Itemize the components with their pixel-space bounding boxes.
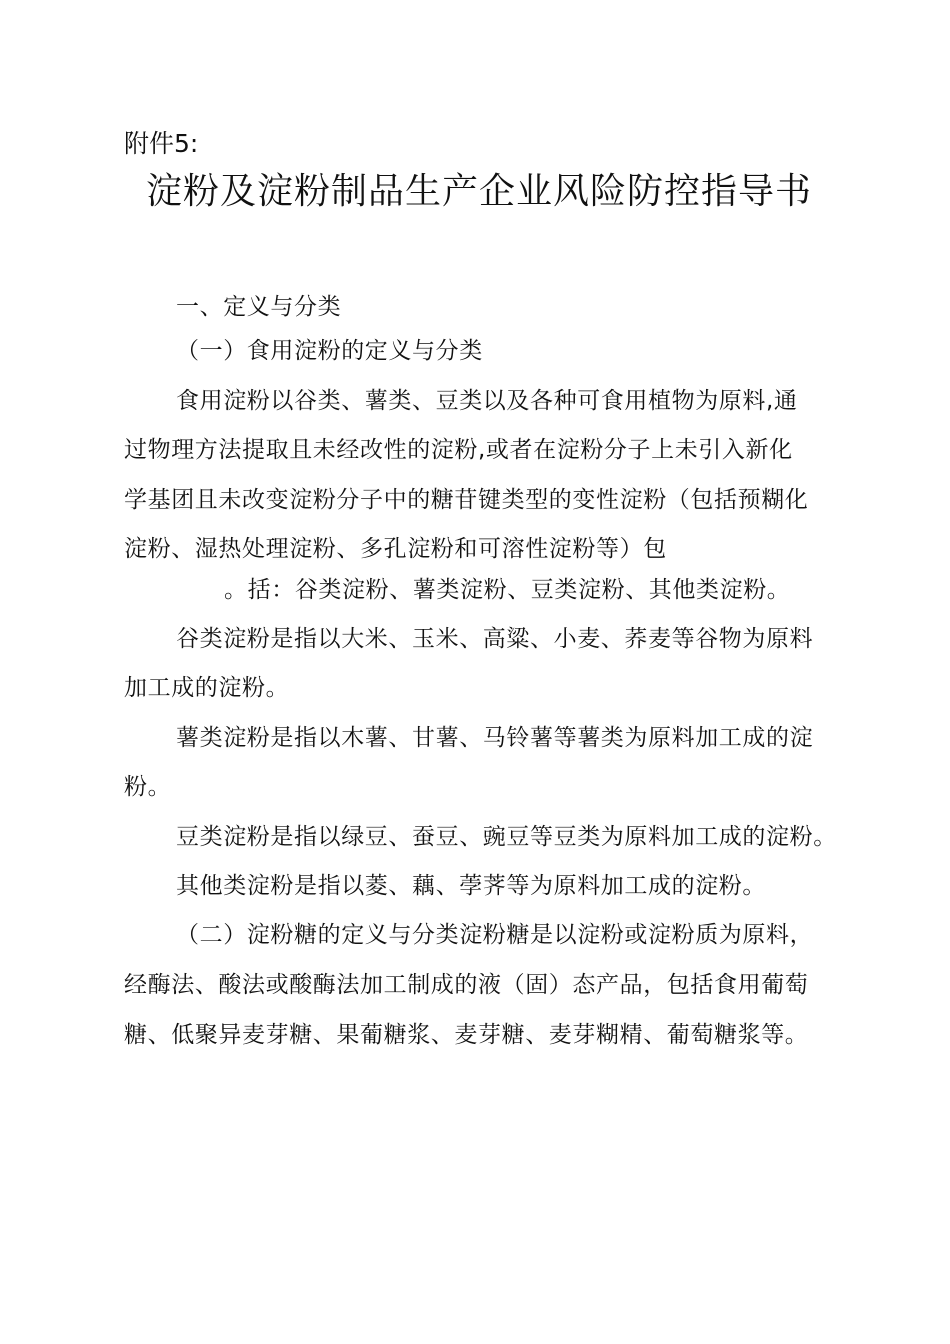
attachment-label: 附件5: bbox=[124, 129, 199, 158]
paragraph-line: （二）淀粉糖的定义与分类淀粉糖是以淀粉或淀粉质为原料， bbox=[176, 922, 814, 948]
paragraph-line: 。括：谷类淀粉、薯类淀粉、豆类淀粉、其他类淀粉。 bbox=[224, 577, 791, 603]
section-heading: 一、定义与分类 bbox=[176, 294, 342, 320]
paragraph-line: 薯类淀粉是指以木薯、甘薯、马铃薯等薯类为原料加工成的淀 bbox=[176, 725, 814, 751]
paragraph-line: 加工成的淀粉。 bbox=[124, 675, 290, 701]
paragraph-line: 食用淀粉以谷类、薯类、豆类以及各种可食用植物为原料,通 bbox=[176, 388, 798, 414]
paragraph-line: 谷类淀粉是指以大米、玉米、高粱、小麦、荞麦等谷物为原料 bbox=[176, 626, 814, 652]
document-title: 淀粉及淀粉制品生产企业风险防控指导书 bbox=[145, 171, 812, 212]
paragraph-line: 淀粉、湿热处理淀粉、多孔淀粉和可溶性淀粉等）包 bbox=[124, 536, 667, 562]
paragraph-line: 其他类淀粉是指以菱、藕、荸荠等为原料加工成的淀粉。 bbox=[176, 873, 766, 899]
paragraph-line: 经酶法、酸法或酸酶法加工制成的液（固）态产品，包括食用葡萄 bbox=[124, 972, 809, 998]
paragraph-line: 糖、低聚异麦芽糖、果葡糖浆、麦芽糖、麦芽糊精、葡萄糖浆等。 bbox=[124, 1022, 809, 1048]
paragraph-line: 豆类淀粉是指以绿豆、蚕豆、豌豆等豆类为原料加工成的淀粉。 bbox=[176, 824, 837, 850]
paragraph-line: 粉。 bbox=[124, 774, 172, 800]
paragraph-line: 过物理方法提取且未经改性的淀粉,或者在淀粉分子上未引入新化 bbox=[124, 437, 793, 463]
subsection-heading: （一）食用淀粉的定义与分类 bbox=[176, 338, 483, 364]
paragraph-line: 学基团且未改变淀粉分子中的糖苷键类型的变性淀粉（包括预糊化 bbox=[124, 487, 809, 513]
